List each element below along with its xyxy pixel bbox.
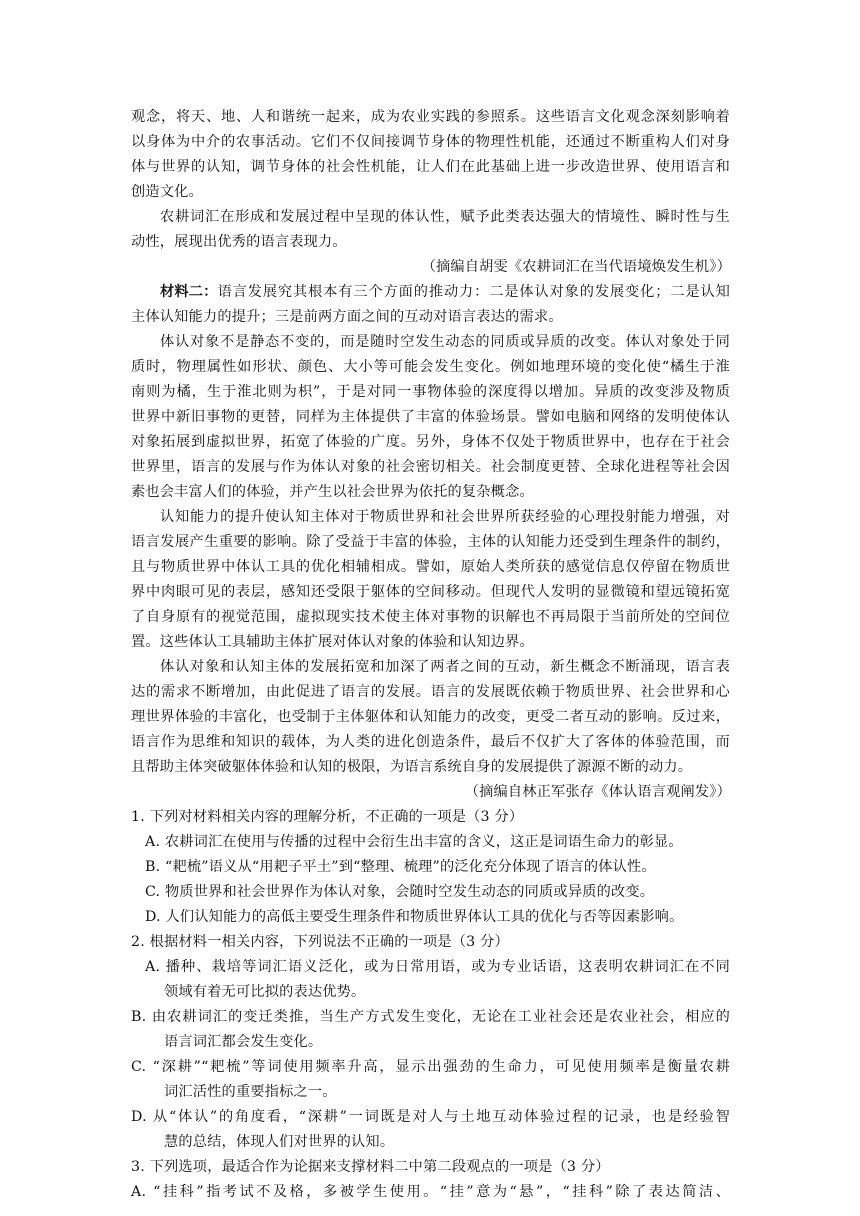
question-3-option-a: A. “挂科”指考试不及格，多被学生使用。“挂”意为“悬”，“挂科”除了表达简洁、: [131, 1184, 730, 1200]
text-line: 主体认知能力的提升；三是前两方面之间的互动对语言表达的需求。: [131, 309, 563, 325]
question-3-stem: 3. 下列选项，最适合作为论据来支撑材料二中第二段观点的一项是（3 分）: [131, 1159, 610, 1175]
question-2-option-a: A. 播种、栽培等词汇语义泛化，或为日常用语，或为专业话语，这表明农耕词汇在不同: [145, 959, 730, 975]
text-line: 农耕词汇在形成和发展过程中呈现的体认性，赋予此类表达强大的情境性、瞬时性与生: [160, 209, 730, 225]
question-1-option-a: A. 农耕词汇在使用与传播的过程中会衍生出丰富的含义，这正是词语生命力的彰显。: [145, 834, 683, 850]
text-line: 语言发展产生重要的影响。除了受益于丰富的体验，主体的认知能力还受到生理条件的制约，: [131, 534, 730, 550]
text-line: 创造文化。: [131, 184, 203, 200]
text-line: 观念，将天、地、人和谐统一起来，成为农业实践的参照系。这些语言文化观念深刻影响着: [131, 109, 730, 125]
text-line: 且帮助主体突破躯体体验和认知的极限，为语言系统自身的发展提供了源源不断的动力。: [131, 759, 693, 775]
text-line: 动性，展现出优秀的语言表现力。: [131, 234, 347, 250]
text-line: 质时，物理属性如形状、颜色、大小等可能会发生变化。例如地理环境的变化使“橘生于淮: [131, 359, 730, 375]
text-line: 置。这些体认工具辅助主体扩展对体认对象的体验和认知边界。: [131, 634, 534, 650]
text-line: 语言发展究其根本有三个方面的推动力：二是体认对象的发展变化；二是认知: [217, 284, 730, 300]
material-two-heading-line: [160, 282, 730, 302]
question-2-option-a-cont: 领域有着无可比拟的表达优势。: [164, 984, 366, 1000]
text-line: 语言作为思维和知识的载体，为人类的进化创造条件，最后不仅扩大了客体的体验范围，而: [131, 734, 730, 750]
question-2-option-b: B. 由农耕词汇的变迁类推，当生产方式发生变化，无论在工业社会还是农业社会，相应的: [131, 1009, 730, 1025]
question-2-stem: 2. 根据材料一相关内容，下列说法不正确的一项是（3 分）: [131, 934, 509, 950]
text-line: 且与物质世界中体认工具的优化相辅相成。譬如，原始人类所获的感觉信息仅停留在物质世: [131, 559, 730, 575]
question-2-option-b-cont: 语言词汇都会发生变化。: [164, 1034, 323, 1050]
text-line: 对象拓展到虚拟世界，拓宽了体验的广度。另外，身体不仅处于物质世界中，也存在于社会: [131, 434, 730, 450]
question-1-stem: 1. 下列对材料相关内容的理解分析，不正确的一项是（3 分）: [131, 809, 524, 825]
text-line: 世界里，语言的发展与作为体认对象的社会密切相关。社会制度更替、全球化进程等社会因: [131, 459, 730, 475]
question-2-option-c-cont: 词汇活性的重要指标之一。: [164, 1084, 337, 1100]
text-line: 世界中新旧事物的更替，同样为主体提供了丰富的体验场景。譬如电脑和网络的发明使体认: [131, 409, 730, 425]
question-2-option-d: D. 从“体认”的角度看，“深耕”一词既是对人与土地互动体验过程的记录，也是经验智: [131, 1109, 730, 1125]
question-1-option-d: D. 人们认知能力的高低主要受生理条件和物质世界体认工具的优化与否等因素影响。: [145, 909, 684, 925]
text-line: 以身体为中介的农事活动。它们不仅间接调节身体的物理性机能，还通过不断重构人们对身: [131, 134, 730, 150]
source-citation: （摘编自林正军张存《体认语言观阐发》）: [464, 784, 731, 800]
text-line: 理世界体验的丰富化，也受制于主体躯体和认知能力的改变，更受二者互动的影响。反过来，: [131, 709, 730, 725]
question-1-option-b: B. “耙梳”语义从“用耙子平土”到“整理、梳理”的泛化充分体现了语言的体认性。: [145, 859, 656, 875]
text-line: 素也会丰富人们的体验，并产生以社会世界为依托的复杂概念。: [131, 484, 534, 500]
question-1-option-c: C. 物质世界和社会世界作为体认对象，会随时空发生动态的同质或异质的改变。: [145, 884, 655, 900]
question-2-option-c: C. “深耕”“耙梳”等词使用频率升高，显示出强劲的生命力，可见使用频率是衡量农耕: [131, 1059, 730, 1075]
material-label: 材料二：: [160, 284, 218, 300]
text-line: 南则为橘，生于淮北则为枳”，于是对同一事物体验的深度得以增加。异质的改变涉及物质: [131, 384, 730, 400]
text-line: 了自身原有的视觉范围，虚拟现实技术使主体对事物的识解也不再局限于当前所处的空间位: [131, 609, 730, 625]
source-citation: （摘编自胡雯《农耕词汇在当代语境焕发生机》）: [421, 259, 731, 275]
text-line: 体认对象和认知主体的发展拓宽和加深了两者之间的互动，新生概念不断涌现，语言表: [160, 659, 730, 675]
text-line: 界中肉眼可见的表层，感知还受限于躯体的空间移动。但现代人发明的显微镜和望远镜拓宽: [131, 584, 730, 600]
text-line: 体认对象不是静态不变的，而是随时空发生动态的同质或异质的改变。体认对象处于同: [160, 334, 730, 350]
question-2-option-d-cont: 慧的总结，体现人们对世界的认知。: [164, 1134, 395, 1150]
text-line: 达的需求不断增加，由此促进了语言的发展。语言的发展既依赖于物质世界、社会世界和心: [131, 684, 730, 700]
text-line: 认知能力的提升使认知主体对于物质世界和社会世界所获经验的心理投射能力增强，对: [160, 509, 730, 525]
text-line: 体与世界的认知，调节身体的社会性机能，让人们在此基础上进一步改造世界、使用语言和: [131, 159, 730, 175]
